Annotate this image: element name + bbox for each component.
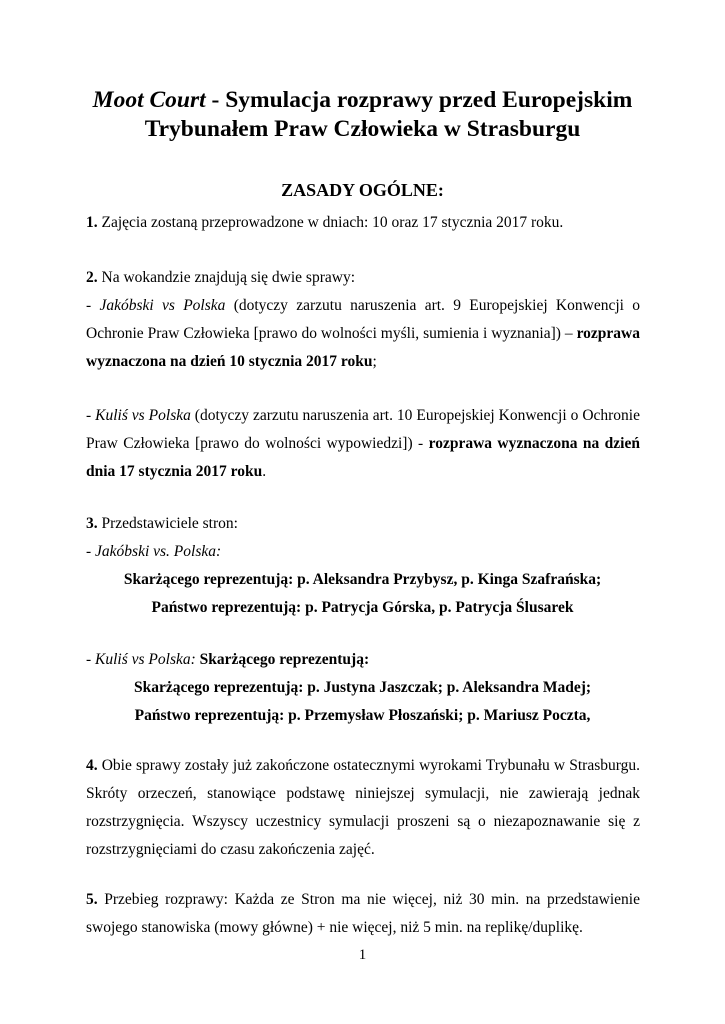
section-4-text: Obie sprawy zostały już zakończone ostatecznymi wyrokami Trybunału w Strasburgu. Skróty orzeczeń, stanowiące podstawę niniejszej symulacji, nie zawierają jednak rozstrzygnięcia. Wszyscy uczestnicy symulacji proszeni są o niezapoznawanie się z rozstrzygnięciami do czasu zakończenia zajęć. <box>86 757 640 858</box>
case-1-end: ; <box>372 353 377 370</box>
section-3-intro-text: Przedstawiciele stron: <box>97 515 238 532</box>
case-1-desc: (dotyczy zarzutu naruszenia art. 9 Europejskiej Konwencji o Ochronie Praw Człowieka [prawo do wolności myśli, sumienia i wyznania]) – <box>86 297 640 342</box>
section-2-intro-text: Na wokandzie znajdują się dwie sprawy: <box>97 269 356 286</box>
case-2-desc: (dotyczy zarzutu naruszenia art. 10 Europejskiej Konwencji o Ochronie Praw Człowieka [prawo do wolności wypowiedzi]) - <box>86 407 640 452</box>
case-2-applicant-reps: Skarżącego reprezentują: p. Justyna Jaszczak; p. Aleksandra Madej; <box>133 679 592 696</box>
section-4-number: 4. <box>86 757 98 774</box>
case-1-dash: - <box>86 297 100 314</box>
case-2-label-name: - Kuliś vs Polska: <box>86 651 196 668</box>
section-4 <box>86 752 640 864</box>
section-1-text: Zajęcia zostaną przeprowadzone w dniach: 10 oraz 17 stycznia 2017 roku. <box>97 214 564 231</box>
case-2-state-reps: Państwo reprezentują: p. Przemysław Płoszański; p. Mariusz Poczta, <box>134 707 591 724</box>
case-1-name: Jakóbski vs Polska <box>99 297 226 314</box>
case-2-dash: - <box>86 407 96 424</box>
section-3-case-2-label <box>86 646 640 674</box>
section-1-number: 1. <box>86 214 98 231</box>
case-2-name: Kuliś vs Polska <box>95 407 191 424</box>
case-2-description <box>86 402 640 486</box>
title-line-2: Trybunałem Praw Człowieka w Strasburgu <box>144 116 581 142</box>
title-line-1 <box>60 86 665 115</box>
section-2-intro <box>86 264 640 292</box>
case-1-hearing-date: rozprawa wyznaczona na dzień 10 stycznia 2017 roku <box>86 325 640 370</box>
document-title <box>60 86 665 144</box>
page-number: 1 <box>358 947 367 963</box>
case-2-label-bold: Skarżącego reprezentują: <box>195 651 370 668</box>
section-3-case-1-label: - Jakóbski vs. Polska: <box>86 543 222 560</box>
case-1-applicant-reps: Skarżącego reprezentują: p. Aleksandra Przybysz, p. Kinga Szafrańska; <box>123 571 602 588</box>
title-italic-part: Moot Court <box>92 87 206 113</box>
section-5 <box>86 886 640 942</box>
section-heading: ZASADY OGÓLNE: <box>281 180 444 200</box>
title-separator: - <box>205 87 226 113</box>
section-3-intro <box>86 510 640 538</box>
case-1-state-reps: Państwo reprezentują: p. Patrycja Górska, p. Patrycja Ślusarek <box>151 599 574 616</box>
case-1-description <box>86 292 640 376</box>
title-line-1-rest: Symulacja rozprawy przed Europejskim <box>225 87 633 113</box>
section-5-text: Przebieg rozprawy: Każda ze Stron ma nie więcej, niż 30 min. na przedstawienie swojego stanowiska (mowy główne) + nie więcej, niż 5 min. na replikę/duplikę. <box>86 891 640 936</box>
section-5-number: 5. <box>86 891 98 908</box>
section-1 <box>86 209 640 237</box>
case-2-end: . <box>262 463 267 480</box>
case-2-hearing-date: rozprawa wyznaczona na dzień dnia 17 stycznia 2017 roku <box>86 435 640 480</box>
section-3-number: 3. <box>86 515 98 532</box>
section-2-number: 2. <box>86 269 98 286</box>
